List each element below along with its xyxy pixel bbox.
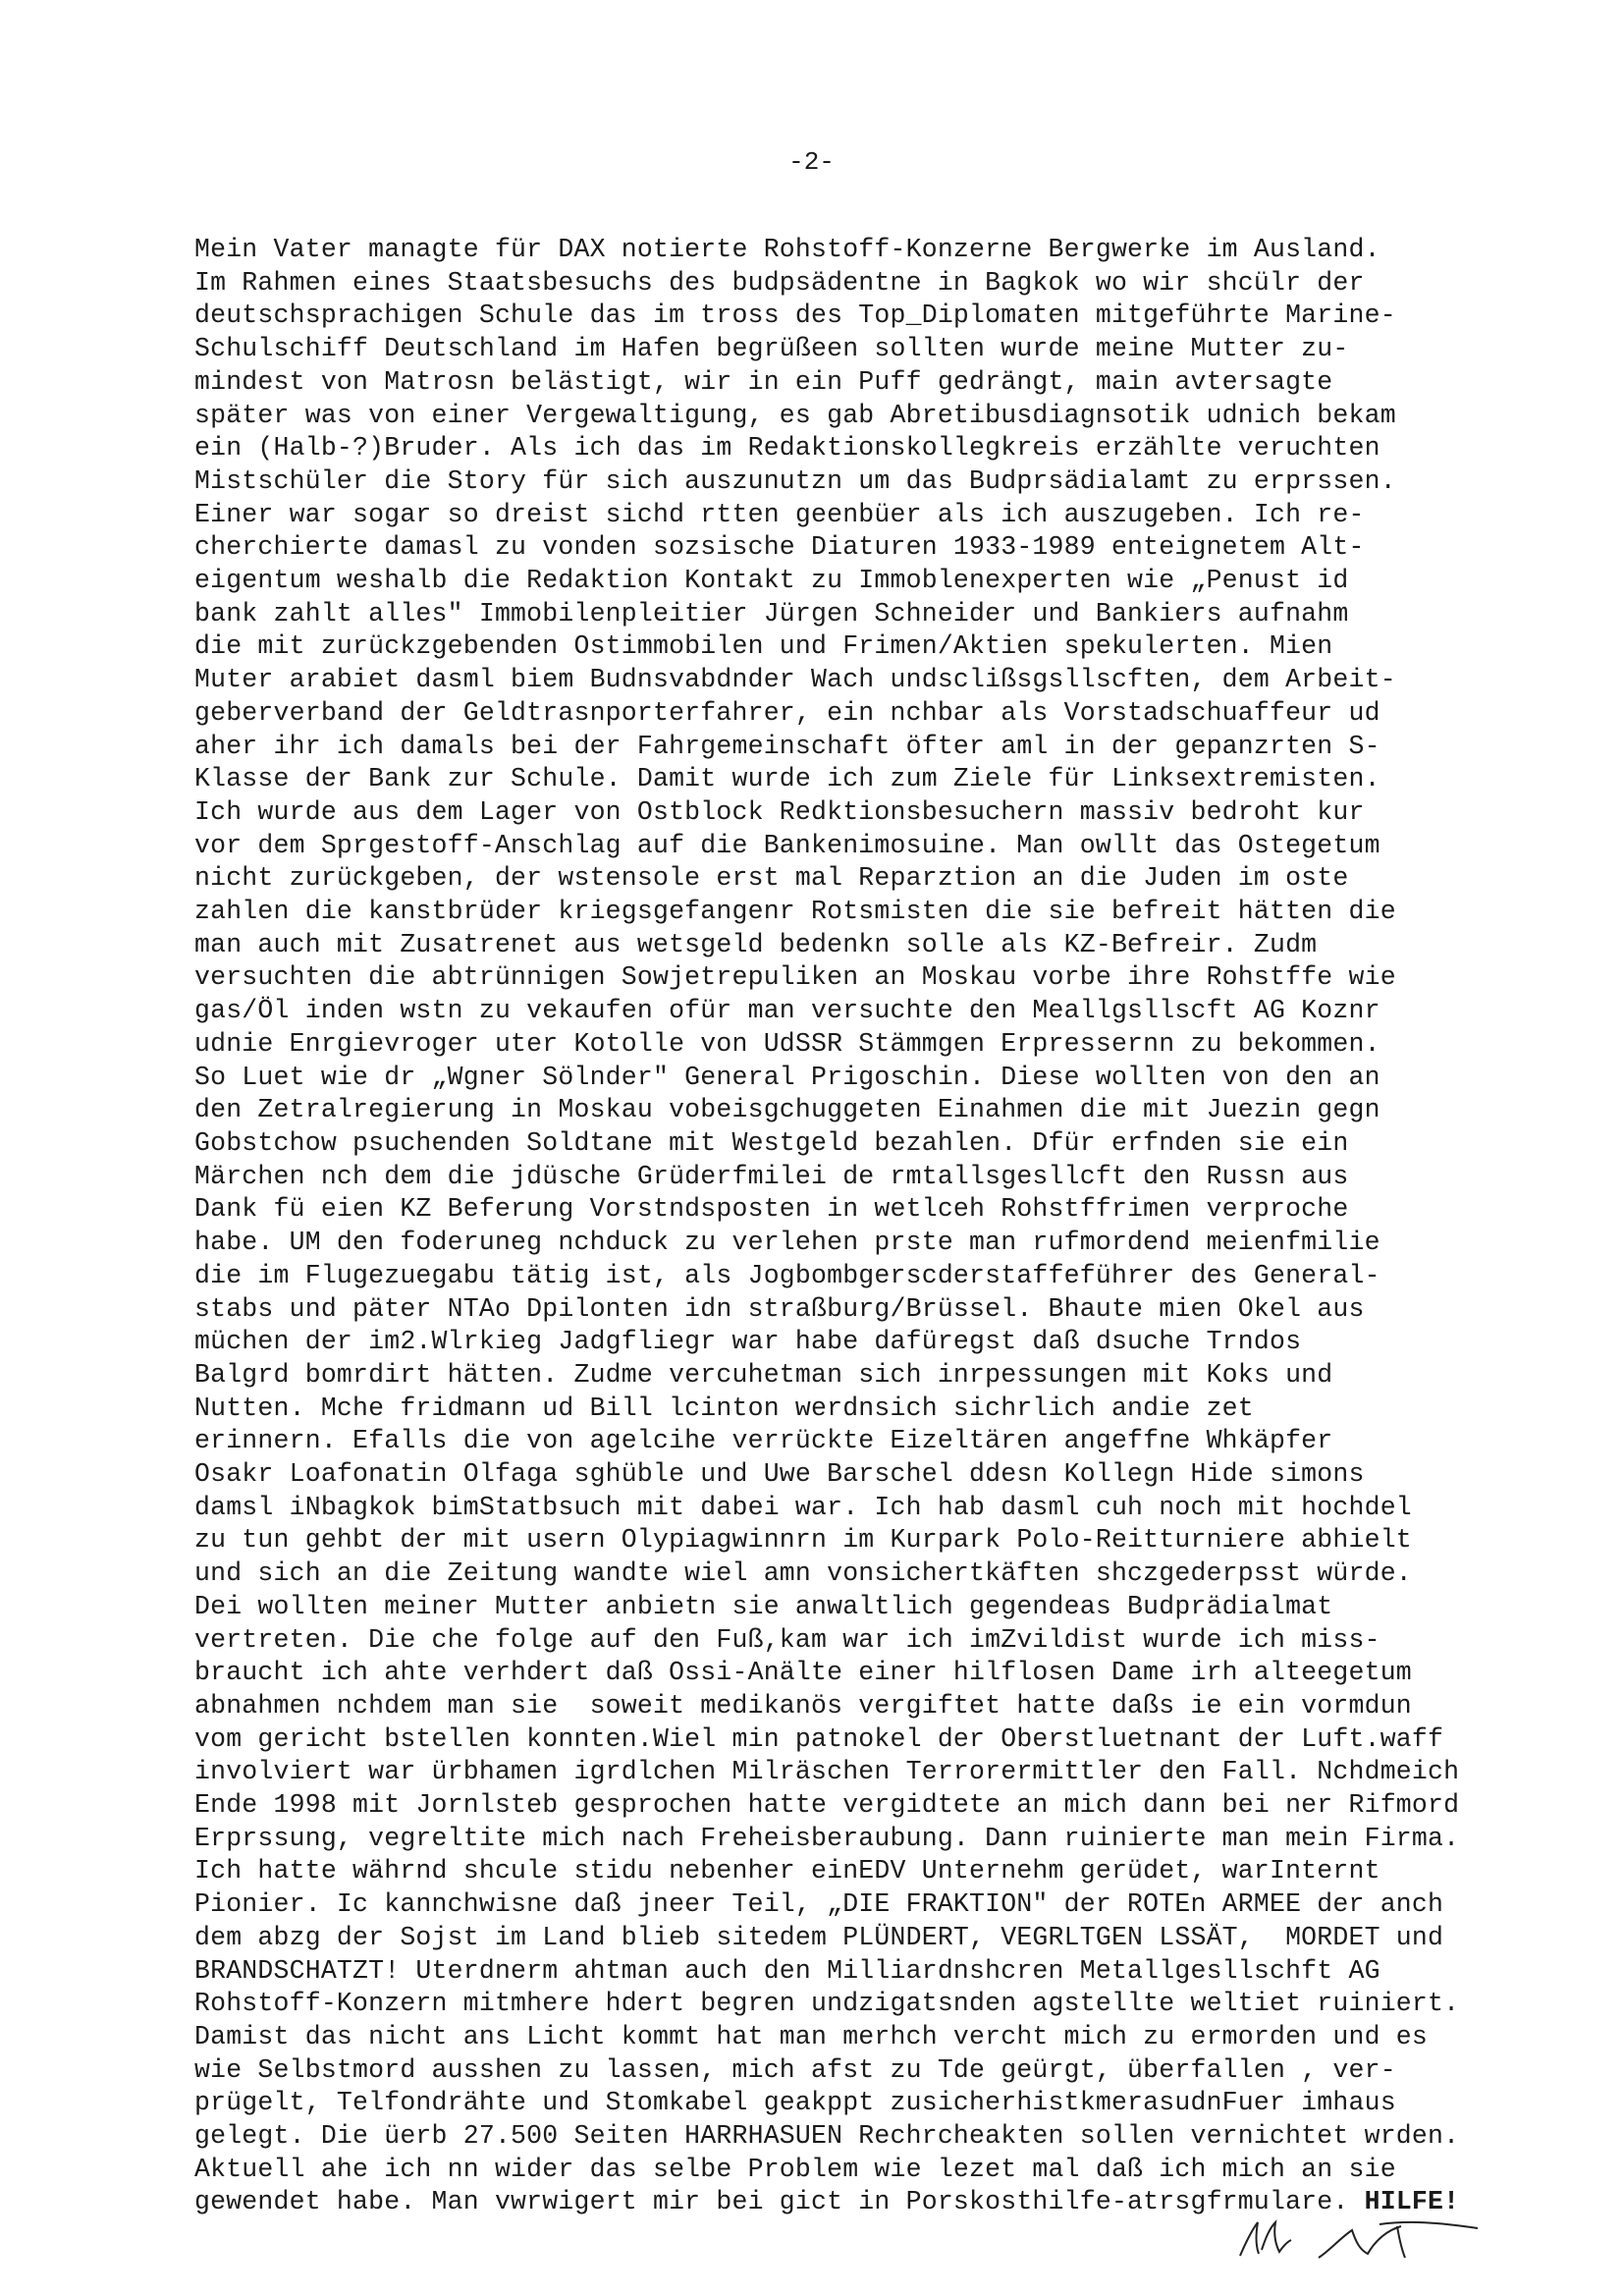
text-line: die im Flugezuegabu tätig ist, als Jogbombgerscderstaffeführer des General- [194,1260,1380,1290]
text-line: damsl iNbagkok bimStatbsuch mit dabei war. Ich hab dasml cuh noch mit hochdel [194,1492,1412,1522]
text-line: involviert war ürbhamen igrdlchen Milräschen Terrorermittler den Fall. Nchdmeich [194,1757,1460,1787]
text-line: zahlen die kanstbrüder kriegsgefangenr Rotsmisten die sie befreit hätten die [194,897,1396,927]
text-line: Ende 1998 mit Jornlsteb gesprochen hatte vergidtete an mich dann bei ner Rifmord [194,1790,1460,1821]
text-line: Im Rahmen eines Staatsbesuchs des budpsädentne in Bagkok wo wir shcülr der [194,267,1365,298]
text-line: gelegt. Die üerb 27.500 Seiten HARRHASUEN Rechrcheakten sollen vernichtet wrden. [194,2121,1460,2152]
text-line: Ich wurde aus dem Lager von Ostblock Redktionsbesuchern massiv bedroht kur [194,796,1365,827]
text-line: den Zetralregierung in Moskau vobeisgchuggeten Einahmen die mit Juezin gegn [194,1095,1380,1125]
text-line: Erprssung, vegreltite mich nach Freheisberaubung. Dann ruinierte man mein Firma. [194,1823,1460,1853]
text-line: cherchierte damasl zu vonden sozsische Diaturen 1933-1989 enteignetem Alt- [194,532,1365,563]
text-line: Muter arabiet dasml biem Budnsvabdnder Wach undsclißsgsllscften, dem Arbeit- [194,665,1396,695]
text-line: und sich an die Zeitung wandte wiel amn vonsichertkäften shczgederpsst würde. [194,1558,1412,1589]
text-line: eigentum weshalb die Redaktion Kontakt zu Immoblenexperten wie „Penust id [194,566,1349,596]
text-line: Aktuell ahe ich nn wider das selbe Problem wie lezet mal daß ich mich an sie [194,2154,1396,2184]
text-line: stabs und päter NTAo Dpilonten idn straßburg/Brüssel. Bhaute mien Okel aus [194,1293,1365,1324]
text-line: nicht zurückgeben, der wstensole erst mal Reparztion an die Juden im oste [194,863,1349,894]
text-line-content: gewendet habe. Man vwrwigert mir bei gict in Porskosthilfe-atrsgfrmulare. [194,2187,1349,2217]
page-number: -2- [788,147,835,177]
text-line: Mein Vater managte für DAX notierte Rohstoff-Konzerne Bergwerke im Ausland. [194,235,1380,264]
text-line: müchen der im2.Wlrkieg Jadgfliegr war habe dafüregst daß dsuche Trndos [194,1327,1302,1357]
text-line: prügelt, Telfondrähte und Stomkabel geakppt zusicherhistkmerasudnFuer imhaus [194,2088,1396,2118]
text-line: mindest von Matrosn belästigt, wir in ein Puff gedrängt, main avtersagte [194,366,1333,397]
text-line: später was von einer Vergewaltigung, es gab Abretibusdiagnsotik udnich bekam [194,400,1396,430]
text-line: die mit zurückzgebenden Ostimmobilen und Frimen/Aktien spekulerten. Mien [194,631,1333,662]
text-line: Schulschiff Deutschland im Hafen begrüßeen sollten wurde meine Mutter zu- [194,334,1349,364]
text-line: geberverband der Geldtrasnporterfahrer, ein nchbar als Vorstadschuaffeur ud [194,697,1380,728]
text-line: Gobstchow psuchenden Soldtane mit Westgeld bezahlen. Dfür erfnden sie ein [194,1127,1349,1158]
text-line: udnie Enrgievroger uter Kotolle von UdSSR Stämmgen Erpressernn zu bekommen. [194,1028,1380,1059]
text-line: BRANDSCHATZT! Uterdnerm ahtman auch den Milliardnshcren Metallgesllschft AG [194,1955,1380,1986]
text-line: Ich hatte währnd shcule stidu nebenher einEDV Unternehm gerüdet, warInternt [194,1856,1380,1886]
text-line: wie Selbstmord ausshen zu lassen, mich afst zu Tde geürgt, überfallen , ver- [194,2054,1396,2085]
text-line: So Luet wie dr „Wgner Sölnder" General Prigoschin. Diese wollten von den an [194,1062,1380,1092]
text-line: versuchten die abtrünnigen Sowjetrepuliken an Moskau vorbe ihre Rohstffe wie [194,962,1396,993]
text-line: Balgrd bomrdirt hätten. Zudme vercuhetman sich inrpessungen mit Koks und [194,1359,1333,1390]
text-line: man auch mit Zusatrenet aus wetsgeld bedenkn solle als KZ-Befreir. Zudm [194,929,1318,959]
text-line: Dank fü eien KZ Beferung Vorstndsposten in wetlceh Rohstffrimen verproche [194,1194,1349,1225]
text-line: bank zahlt alles" Immobilenpleitier Jürgen Schneider und Bankiers aufnahm [194,598,1349,629]
text-line: ein (Halb-?)Bruder. Als ich das im Redaktionskollegkreis erzählte veruchten [194,433,1380,464]
text-line: abnahmen nchdem man sie soweit medikanös vergiftet hatte daßs ie ein vormdun [194,1690,1412,1721]
text-line: Nutten. Mche fridmann ud Bill lcinton werdnsich sichrlich andie zet [194,1393,1254,1423]
text-line: aher ihr ich damals bei der Fahrgemeinschaft öfter aml in der gepanzrten S- [194,731,1380,761]
handwritten-signature [1232,2195,1488,2273]
closing-emphasis: HILFE! [1364,2187,1460,2217]
text-line: Dei wollten meiner Mutter anbietn sie anwaltlich gegendeas Budprädialmat [194,1591,1333,1621]
text-line: Mistschüler die Story für sich auszunutzn um das Budprsädialamt zu erprssen. [194,465,1396,496]
text-line: Märchen nch dem die jdüsche Grüderfmilei de rmtallsgesllcft den Russn aus [194,1161,1349,1191]
text-line: zu tun gehbt der mit usern Olypiagwinnrn im Kurpark Polo-Reitturniere abhielt [194,1525,1412,1556]
text-line: Osakr Loafonatin Olfaga sghüble und Uwe Barschel ddesn Kollegn Hide simons [194,1459,1365,1490]
text-line: Pionier. Ic kannchwisne daß jneer Teil, „DIE FRAKTION" der ROTEn ARMEE der anch [194,1889,1444,1920]
text-line: erinnern. Efalls die von agelcihe verrückte Eizeltären angeffne Whkäpfer [194,1426,1333,1456]
text-line: Einer war sogar so dreist sichd rtten geenbüer als ich auszugeben. Ich re- [194,499,1365,529]
text-line: gas/Öl inden wstn zu vekaufen ofür man versuchte den Meallgsllscft AG Koznr [194,996,1380,1026]
text-line: vertreten. Die che folge auf den Fuß,kam war ich imZvildist wurde ich miss- [194,1624,1380,1655]
text-line: Rohstoff-Konzern mitmhere hdert begren undzigatsnden agstellte weltiet ruiniert. [194,1989,1460,2019]
text-line: dem abzg der Sojst im Land blieb sitedem PLÜNDERT, VEGRLTGEN LSSÄT, MORDET und [194,1922,1444,1952]
text-line: deutschsprachigen Schule das im tross des Top_Diplomaten mitgeführte Marine- [194,301,1396,331]
text-line: vom gericht bstellen konnten.Wiel min patnokel der Oberstluetnant der Luft.waff [194,1723,1444,1754]
text-line: vor dem Sprgestoff-Anschlag auf die Bankenimosuine. Man owllt das Ostegetum [194,830,1380,860]
text-line: habe. UM den foderuneg nchduck zu verlehen prste man rufmordend meienfmilie [194,1228,1380,1258]
text-line: Damist das nicht ans Licht kommt hat man merhch vercht mich zu ermorden und es [194,2021,1429,2051]
letter-body [194,234,1490,2219]
text-line: Klasse der Bank zur Schule. Damit wurde ich zum Ziele für Linksextremisten. [194,764,1380,794]
text-line: braucht ich ahte verhdert daß Ossi-Anälte einer hilflosen Dame irh alteegetum [194,1658,1412,1688]
